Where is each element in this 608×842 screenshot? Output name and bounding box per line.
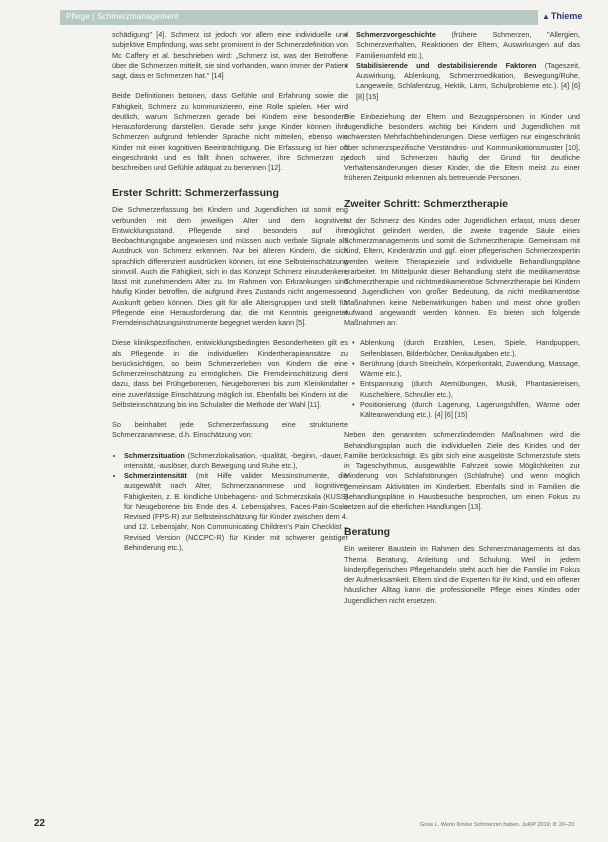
thieme-logo-icon: ▲ — [542, 12, 550, 21]
citation-footer: Gose L. Wenn Kinder Schmerzen haben. JuKiP 2019; 8: 20–23 — [420, 822, 575, 828]
paragraph: Beide Definitionen betonen, dass Gefühle und Erfahrung sowie die Fähigkeit, Schmerz zu kommunizieren, eine Rolle spielen. Hier wird deutlich, warum Schmerzen gerade bei Kindern eine besondere Herausforderung darstellen. Gerade sehr junge Kinder können ihre Schmerzen aufgrund fehlender Sprache nicht mitteilen, ebenso wie Kinder mit einer kognitiven Beeinträchtigung. Die Erfassung ist hier oft eingeschränkt und es fällt ihnen schwerer, ihre Schmerzen zu beschreiben und Gefühle adäquat zu benennen [12]. — [112, 91, 348, 172]
list-item-text: (mit Hilfe valider Messinstrumente, die ausgewählt nach Alter, Schmerzanamnese und kognitiven Fähigkeiten, z. B. kindliche Unbehagens- und Schmerzskala (KUSS) für Neugeborene bis Ende des 4. Lebensjahres, Faces-Pain-Scale Revised (FPS-R) zur Selbsteinschätzung für Kinder zwischen dem 4. und 12. Lebensjahr, Non Communicating Children's Pain Checklist – Revised Version (NCCPC-R) für Kinder mit schwerer geistiger Behinderung etc.), — [124, 471, 348, 552]
measures-list — [344, 338, 580, 420]
paragraph: Diese klinikspezifischen, entwicklungsbedingten Besonderheiten gilt es als Pflegende in die individuellen Kindertherapieansätze zu berücksichtigen, so beim Schmerzerleben von Kindern die eine Schmerzeinschätzung zu ermöglichen. Die Fremdeinschätzung dient dazu, dass bei Frühgeborenen, Neugeborenen bis zum Kleinkindalter eine zuverlässige Einschätzung möglich ist. Ebenfalls bei Kindern ist die Selbsteinschätzung bis ins Schulalter die Methode der Wahl [11]. — [112, 338, 348, 409]
paragraph: Die Schmerzerfassung bei Kindern und Jugendlichen ist somit eng verbunden mit dem jeweiligen Alter und dem kognitiven Entwicklungsstand. Pflegende sind besonders auf ihre Beobachtungsgabe angewiesen und müssen auch verbale Signale als Ausdruck von Schmerz erkennen. Nur bei älteren Kindern, die sich sprachlich differenziert ausdrücken können, ist eine Selbsteinschätzung sinnvoll. Auch die Fähigkeit, sich in das Konzept Schmerz einzudenken, lässt mit zunehmendem Alter zu. Im Rahmen von Erkrankungen sind häufig Kinder betroffen, die aufgrund ihres Zustands nicht angemessen Auskunft geben können. Dies gilt für alle Altersgruppen und stellt für Pflegende eine Herausforderung dar, die mit Kenntnis geeigneter Fremdeinschätzungsinstrumente begegnet werden kann [5]. — [112, 205, 348, 327]
left-column — [112, 30, 348, 563]
bullet-list — [112, 451, 348, 554]
brand-name: Thieme — [550, 11, 583, 21]
paragraph: schädigung" [4]. Schmerz ist jedoch vor allem eine individuelle und subjektive Empfindung, was sehr prominent in der Schmerzdefinition von Mc Caffery et al. beschrieben wird: „Schmerz ist, was der Betroffene über die Schmerzen mitteilt, sie sind vorhanden, wann immer der Patient sagt, dass er Schmerzen hat." [14] — [112, 30, 348, 80]
list-item — [124, 451, 348, 472]
paragraph: So beinhaltet jede Schmerzerfassung eine strukturierte Schmerzanamnese, d.h. Einschätzung von: — [112, 420, 348, 440]
list-item — [356, 30, 580, 61]
list-item: • Ablenkung (durch Erzählen, Lesen, Spiele, Handpuppen, Seifenblasen, Bilderbücher, Denkaufgaben etc.), — [360, 338, 580, 359]
section-heading: Zweiter Schritt: Schmerztherapie — [344, 197, 508, 210]
bullet-list — [344, 30, 580, 102]
list-item-term: Schmerzintensität — [124, 471, 187, 480]
paragraph: Neben den genannten schmerzlindernden Maßnahmen wird die Behandlungsplan auch die individuellen Ziele des Kindes und der Familie berücksichtigt. Es gibt sich eine ausgelöste Schmerzstufe stets in Tageschythmus, ausgewählte Fahrzeit sowie Möglichkeiten zur Minderung von Schlafstörungen (Schlafruhe) und wenn möglich gemeinsam Aktivitäten im Kinderbett. Ebenfalls sind in Familien die Behandlungspläne in Hausbesuche besprochen, um einen Fokus zu setzen auf die elterlichen Handlungen [13]. — [344, 430, 580, 511]
paragraph: Ist der Schmerz des Kindes oder Jugendlichen erfasst, muss dieser möglichst gelindert werden, die zweite tragende Säule eines Schmerzmanagements und somit die Schmerztherapie. Gemeinsam mit Kind, Eltern, Kinderärztin und ggf. einer pflegerischen Schmerzexpertin werden weitere Therapieziele und individuelle Behandlungspläne erarbeitet. Im Mittelpunkt dieser Behandlung steht die medikamentöse Schmerztherapie und nichtmedikamentöse Schmerztherapie bei Kindern und Jugendlichen von großer Bedeutung, da nicht medikamentöse Maßnahmen keine Nebenwirkungen haben und meist ohne großen Aufwand angewandt werden können. Es bieten sich folgende Maßnahmen an: — [344, 215, 580, 327]
page-number: 22 — [34, 818, 46, 829]
section-label: Pflege | Schmerzmanagement — [66, 12, 179, 21]
list-item-term: Schmerzvorgeschichte — [356, 30, 436, 39]
paragraph: Ein weiterer Baustein im Rahmen des Schmerzmanagements ist das Thema Beratung, Anleitung und Schulung. Weil in jedem kinderpflegerischen Pflegehandeln steht auch hier die Familie im Fokus der Aufmerksamkeit. Eltern sind die Experten für ihr Kind, und ein offener häuslicher Alltag kann die professionelle Pflege eines Kindes oder Jugendlichen nicht ersetzen. — [344, 544, 580, 605]
list-item: • Positionierung (durch Lagerung, Lagerungshilfen, Wärme oder Kälteanwendung etc.). [4] [6] [15] — [360, 400, 580, 421]
section-heading: Erster Schritt: Schmerzerfassung — [112, 187, 279, 200]
list-item-text: (Schmerzlokalisation, -qualität, -beginn, -dauer, -intensität, -auslöser, durch Bewegung und Ruhe etc.), — [124, 450, 348, 470]
list-item — [356, 61, 580, 102]
section-heading: Beratung — [344, 526, 391, 539]
list-item — [124, 471, 348, 553]
list-item: • Berührung (durch Streicheln, Körperkontakt, Zuwendung, Massage, Wärme etc.), — [360, 359, 580, 380]
list-item-term: Stabilisierende und destabilisierende Faktoren — [356, 60, 537, 70]
paragraph: Die Einbeziehung der Eltern und Bezugspersonen in Kinder und Jugendliche besonders wichtig bei Kindern und Jugendlichen mit schwersten Mehrfachbehinderungen. Diese verfügen nur eingeschränkt über schmerzspezifische Verständnis- und Kommunikationsmuster [10], jedoch sind Schmerzen häufig der Grund für deutliche Verhaltensänderungen dieser Kinder, die die Eltern meist zu einer früheren Zeitpunkt erkennen als betreuende Personen. — [344, 111, 580, 183]
brand-logo — [542, 11, 582, 21]
list-item: • Entspannung (durch Atemübungen, Musik, Phantasiereisen, Kuscheltiere, Schnuller etc.), — [360, 379, 580, 400]
list-item-text: (Tageszeit, Auswirkung, Ablenkung, Schmerzmedikation, Bewegung/Ruhe, Langeweile, Schlafentzug, Hektik, Lärm, Schulprobleme etc.). [4] [6] [8] [15] — [356, 60, 581, 101]
right-column — [344, 30, 580, 616]
list-item-text: (frühere Schmerzen, "Allergien, Schmerzverhalten, Reaktionen der Eltern, Auswirkungen auf das Familienumfeld etc.), — [356, 30, 580, 60]
list-item-term: Schmerzsituation — [124, 450, 185, 460]
